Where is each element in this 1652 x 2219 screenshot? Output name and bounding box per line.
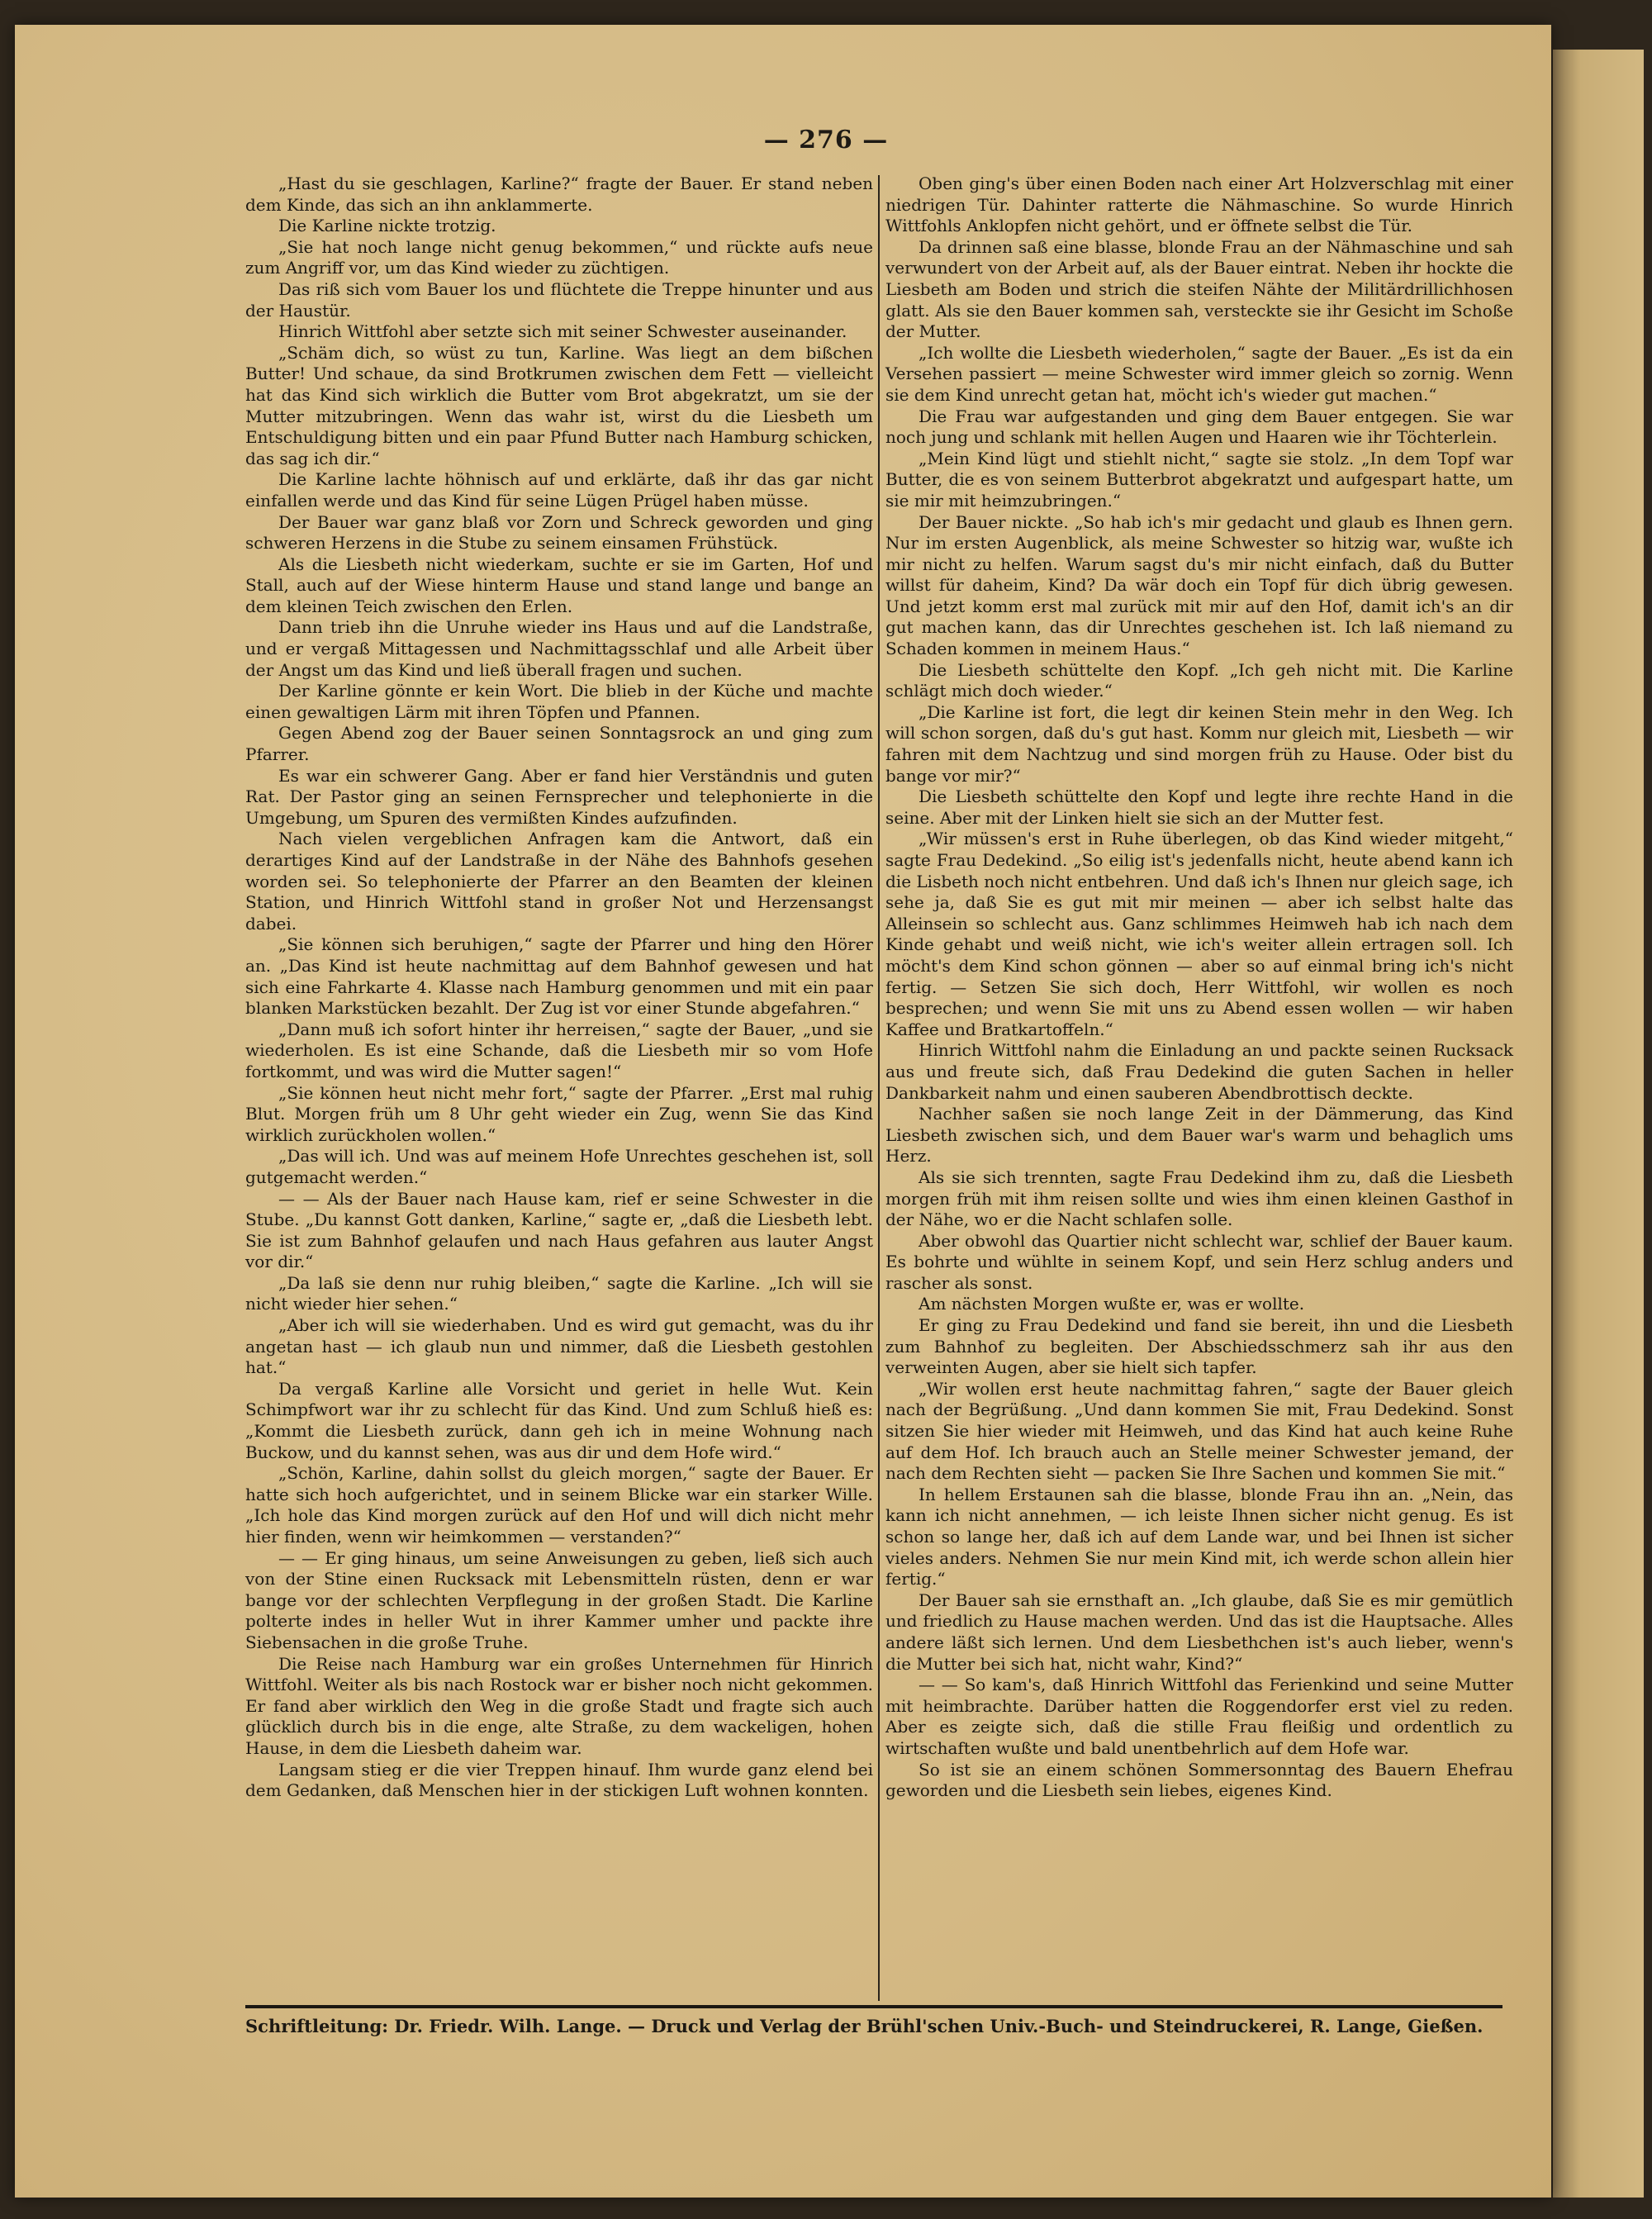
paragraph: Der Bauer nickte. „So hab ich's mir gedacht und glaub es Ihnen gern. Nur im ersten Augenblick, als meine Schwester so hitzig war, wußte ich mir nicht zu helfen. Warum sagst du's mir nicht einfach, daß du Butter willst für daheim, Kind? Da wär doch ein Topf für dich übrig gewesen. Und jetzt komm erst mal zurück mit mir auf den Hof, damit ich's an dir gut machen kann, das dir Unrechtes geschehen ist. Ich laß niemand zu Schaden kommen in meinem Haus.“ — [885, 511, 1513, 659]
page-number: — 276 — — [763, 126, 889, 154]
paragraph: Die Frau war aufgestanden und ging dem Bauer entgegen. Sie war noch jung und schlank mit hellen Augen und Haaren wie ihr Töchterlein. — [885, 406, 1513, 448]
paragraph: Dann trieb ihn die Unruhe wieder ins Haus und auf die Landstraße, und er vergaß Mittagessen und Nachmittagsschlaf und alle Arbeit über der Angst um das Kind und ließ überall fragen und suchen. — [245, 617, 873, 680]
paragraph: „Da laß sie denn nur ruhig bleiben,“ sagte die Karline. „Ich will sie nicht wieder hier sehen.“ — [245, 1272, 873, 1314]
paragraph: Die Liesbeth schüttelte den Kopf und legte ihre rechte Hand in die seine. Aber mit der Linken hielt sie sich an der Mutter fest. — [885, 786, 1513, 828]
paragraph: Als sie sich trennten, sagte Frau Dedekind ihm zu, daß die Liesbeth morgen früh mit ihm reisen sollte und wies ihm einen kleinen Gasthof in der Nähe, wo er die Nacht schlafen solle. — [885, 1167, 1513, 1230]
paragraph: „Dann muß ich sofort hinter ihr herreisen,“ sagte der Bauer, „und sie wiederholen. Es ist eine Schande, daß die Liesbeth mir so vom Hofe fortkommt, und was wird die Mutter sagen!“ — [245, 1019, 873, 1081]
paragraph: In hellem Erstaunen sah die blasse, blonde Frau ihn an. „Nein, das kann ich nicht annehmen, — ich leiste Ihnen sicher nicht genug. Es ist schon so lange her, daß ich auf dem Lande war, und bei Ihnen ist sicher vieles anders. Nehmen Sie nur mein Kind mit, ich werde schon allein hier fertig.“ — [885, 1484, 1513, 1589]
paragraph: Er ging zu Frau Dedekind und fand sie bereit, ihn und die Liesbeth zum Bahnhof zu begleiten. Der Abschiedsschmerz sah ihr aus den verweinten Augen, aber sie hielt sich tapfer. — [885, 1315, 1513, 1378]
paragraph: „Wir wollen erst heute nachmittag fahren,“ sagte der Bauer gleich nach der Begrüßung. „Und dann kommen Sie mit, Frau Dedekind. Sonst sitzen Sie hier wieder mit Heimweh, und das Kind hat auch keine Ruhe auf dem Hof. Ich brauch auch an Stelle meiner Schwester jemand, der nach dem Rechten sieht — packen Sie Ihre Sachen und kommen Sie mit.“ — [885, 1378, 1513, 1484]
paragraph: Hinrich Wittfohl aber setzte sich mit seiner Schwester auseinander. — [278, 321, 847, 342]
paragraph: Die Reise nach Hamburg war ein großes Unternehmen für Hinrich Wittfohl. Weiter als bis nach Rostock war er bisher noch nicht gekommen. Er fand aber wirklich den Weg in die große Stadt und fragte sich auch glücklich durch bis in die enge, alte Straße, zu dem wackeligen, hohen Hause, in dem die Liesbeth daheim war. — [245, 1653, 873, 1758]
paragraph: — — Er ging hinaus, um seine Anweisungen zu geben, ließ sich auch von der Stine einen Rucksack mit Lebensmitteln rüsten, denn er war bange vor der schlechten Verpflegung in der großen Stadt. Die Karline polterte indes in heller Wut in ihrer Kammer umher und packte ihre Siebensachen in die große Truhe. — [245, 1547, 873, 1652]
paragraph: „Aber ich will sie wiederhaben. Und es wird gut gemacht, was du ihr angetan hast — ich glaub nun und nimmer, daß die Liesbeth gestohlen hat.“ — [245, 1315, 873, 1378]
paragraph: So ist sie an einem schönen Sommersonntag des Bauern Ehefrau geworden und die Liesbeth sein liebes, eigenes Kind. — [885, 1759, 1513, 1801]
paragraph: — — So kam's, daß Hinrich Wittfohl das Ferienkind und seine Mutter mit heimbrachte. Darüber hatten die Roggendorfer erst viel zu reden. Aber es zeigte sich, daß die stille Frau fleißig und ordentlich zu wirtschaften wußte und bald unentbehrlich auf dem Hofe war. — [885, 1675, 1513, 1758]
paragraph: „Sie können heut nicht mehr fort,“ sagte der Pfarrer. „Erst mal ruhig Blut. Morgen früh um 8 Uhr geht wieder ein Zug, wenn Sie das Kind wirklich zurückholen wollen.“ — [245, 1082, 873, 1145]
left-text-column — [245, 173, 873, 1802]
paragraph: „Die Karline ist fort, die legt dir keinen Stein mehr in den Weg. Ich will schon sorgen, daß du's gut hast. Komm nur gleich mit, Liesbeth — wir fahren mit dem Nachtzug und sind morgen früh zu Hause. Oder bist du bange vor mir?“ — [885, 701, 1513, 786]
paragraph: Aber obwohl das Quartier nicht schlecht war, schlief der Bauer kaum. Es bohrte und wühlte in seinem Kopf, und sein Herz schlug anders und rascher als sonst. — [885, 1230, 1513, 1293]
imprint-footer: Schriftleitung: Dr. Friedr. Wilh. Lange. — Druck und Verlag der Brühl'schen Univ.-Buch- und Steindruckerei, R. Lange, Gießen. — [245, 2016, 1483, 2036]
right-text-column — [885, 173, 1513, 1802]
paragraph: Die Karline nickte trotzig. — [278, 216, 496, 236]
paragraph: „Hast du sie geschlagen, Karline?“ fragte der Bauer. Er stand neben dem Kinde, das sich an ihn anklammerte. — [245, 173, 873, 215]
paragraph: „Sie hat noch lange nicht genug bekommen,“ und rückte aufs neue zum Angriff vor, um das Kind wieder zu züchtigen. — [245, 236, 873, 278]
paragraph: Oben ging's über einen Boden nach einer Art Holzverschlag mit einer niedrigen Tür. Dahinter ratterte die Nähmaschine. So wurde Hinrich Wittfohls Anklopfen nicht gehört, und er öffnete selbst die Tür. — [885, 173, 1513, 236]
paragraph: Da vergaß Karline alle Vorsicht und geriet in helle Wut. Kein Schimpfwort war ihr zu schlecht für das Kind. Und zum Schluß hieß es: „Kommt die Liesbeth zurück, dann geh ich in meine Wohnung nach Buckow, und du kannst sehen, was aus dir und dem Hofe wird.“ — [245, 1378, 873, 1462]
paragraph: Als die Liesbeth nicht wiederkam, suchte er sie im Garten, Hof und Stall, auch auf der Wiese hinterm Hause und stand lange und bange an dem kleinen Teich zwischen den Erlen. — [245, 554, 873, 616]
paragraph: Die Liesbeth schüttelte den Kopf. „Ich geh nicht mit. Die Karline schlägt mich doch wieder.“ — [885, 659, 1513, 701]
paragraph: „Ich wollte die Liesbeth wiederholen,“ sagte der Bauer. „Es ist da ein Versehen passiert — meine Schwester wird immer gleich so zornig. Wenn sie dem Kind unrecht getan hat, möcht ich's wieder gut machen.“ — [885, 342, 1513, 405]
paragraph: Hinrich Wittfohl nahm die Einladung an und packte seinen Rucksack aus und freute sich, daß Frau Dedekind die guten Sachen in heller Dankbarkeit nahm und einen sauberen Abendbrottisch deckte. — [885, 1040, 1513, 1103]
paragraph: „Schäm dich, so wüst zu tun, Karline. Was liegt an dem bißchen Butter! Und schaue, da sind Brotkrumen zwischen dem Fett — vielleicht hat das Kind sich wirklich die Butter vom Brot abgekratzt, um sie der Mutter mitzubringen. Wenn das wahr ist, wirst du die Liesbeth um Entschuldigung bitten und ein paar Pfund Butter nach Hamburg schicken, das sag ich dir.“ — [245, 342, 873, 468]
paragraph: Nach vielen vergeblichen Anfragen kam die Antwort, daß ein derartiges Kind auf der Landstraße in der Nähe des Bahnhofs gesehen worden sei. So telephonierte der Pfarrer an den Beamten der kleinen Station, und Hinrich Wittfohl stand in großer Not und Herzensangst dabei. — [245, 829, 873, 934]
paragraph: Nachher saßen sie noch lange Zeit in der Dämmerung, das Kind Liesbeth zwischen sich, und dem Bauer war's warm und behaglich ums Herz. — [885, 1104, 1513, 1167]
paragraph: „Sie können sich beruhigen,“ sagte der Pfarrer und hing den Hörer an. „Das Kind ist heute nachmittag auf dem Bahnhof gewesen und hat sich eine Fahrkarte 4. Klasse nach Hamburg genommen und mit ein paar blanken Markstücken bezahlt. Der Zug ist vor einer Stunde abgefahren.“ — [245, 934, 873, 1019]
paragraph: Der Bauer war ganz blaß vor Zorn und Schreck geworden und ging schweren Herzens in die Stube zu seinem einsamen Frühstück. — [245, 511, 873, 554]
paragraph: Der Bauer sah sie ernsthaft an. „Ich glaube, daß Sie es mir gemütlich und friedlich zu Hause machen werden. Und das ist die Hauptsache. Alles andere läßt sich lernen. Und dem Liesbethchen ist's auch lieber, wenn's die Mutter bei sich hat, nicht wahr, Kind?“ — [885, 1589, 1513, 1674]
paragraph: — — Als der Bauer nach Hause kam, rief er seine Schwester in die Stube. „Du kannst Gott danken, Karline,“ sagte er, „daß die Liesbeth lebt. Sie ist zum Bahnhof gelaufen und nach Haus gefahren aus lauter Angst vor dir.“ — [245, 1188, 873, 1272]
paragraph: „Mein Kind lügt und stiehlt nicht,“ sagte sie stolz. „In dem Topf war Butter, die es von seinem Butterbrot abgekratzt und aufgespart hatte, um sie mir mit heimzubringen.“ — [885, 448, 1513, 511]
paragraph: Es war ein schwerer Gang. Aber er fand hier Verständnis und guten Rat. Der Pastor ging an seinen Fernsprecher und telephonierte in die Umgebung, um Spuren des vermißten Kindes aufzufinden. — [245, 765, 873, 828]
paragraph: „Wir müssen's erst in Ruhe überlegen, ob das Kind wieder mitgeht,“ sagte Frau Dedekind. „So eilig ist's jedenfalls nicht, heute abend kann ich die Lisbeth noch nicht entbehren. Und daß ich's Ihnen nur gleich sage, ich sehe ja, daß Sie es gut mit mir meinen — aber ich selbst halte das Alleinsein so schlecht aus. Ganz schlimmes Heimweh hab ich nach dem Kinde gehabt und weiß nicht, wie ich's weiter allein ertragen soll. Ich möcht's dem Kind schon gönnen — aber so auf einmal bring ich's nicht fertig. — Setzen Sie sich doch, Herr Wittfohl, wir wollen es noch besprechen; und wenn Sie mit uns zu Abend essen wollen — wir haben Kaffee und Bratkartoffeln.“ — [885, 829, 1513, 1039]
paragraph: Am nächsten Morgen wußte er, was er wollte. — [919, 1294, 1305, 1314]
paragraph: Langsam stieg er die vier Treppen hinauf. Ihm wurde ganz elend bei dem Gedanken, daß Menschen hier in der stickigen Luft wohnen konnten. — [245, 1759, 873, 1801]
paragraph: „Das will ich. Und was auf meinem Hofe Unrechtes geschehen ist, soll gutgemacht werden.“ — [245, 1146, 873, 1187]
paragraph: Die Karline lachte höhnisch auf und erklärte, daß ihr das gar nicht einfallen werde und das Kind für seine Lügen Prügel haben müsse. — [245, 469, 873, 511]
paragraph: Das riß sich vom Bauer los und flüchtete die Treppe hinunter und aus der Haustür. — [245, 278, 873, 321]
paragraph: Da drinnen saß eine blasse, blonde Frau an der Nähmaschine und sah verwundert von der Arbeit auf, als der Bauer eintrat. Neben ihr hockte die Liesbeth am Boden und strich die steifen Nähte der Militärdrillichhosen glatt. Als sie den Bauer kommen sah, versteckte sie ihr Gesicht im Schoße der Mutter. — [885, 236, 1513, 342]
paragraph: „Schön, Karline, dahin sollst du gleich morgen,“ sagte der Bauer. Er hatte sich hoch aufgerichtet, und in seinem Blicke war ein starker Wille. „Ich hole das Kind morgen zurück auf den Hof und will dich nicht mehr hier finden, wenn wir heimkommen — verstanden?“ — [245, 1463, 873, 1547]
paragraph: Der Karline gönnte er kein Wort. Die blieb in der Küche und machte einen gewaltigen Lärm mit ihren Töpfen und Pfannen. — [245, 681, 873, 722]
adjacent-page-edge — [1553, 50, 1644, 2198]
paragraph: Gegen Abend zog der Bauer seinen Sonntagsrock an und ging zum Pfarrer. — [245, 723, 873, 765]
column-divider — [878, 175, 880, 2001]
footer-rule — [245, 2005, 1502, 2008]
